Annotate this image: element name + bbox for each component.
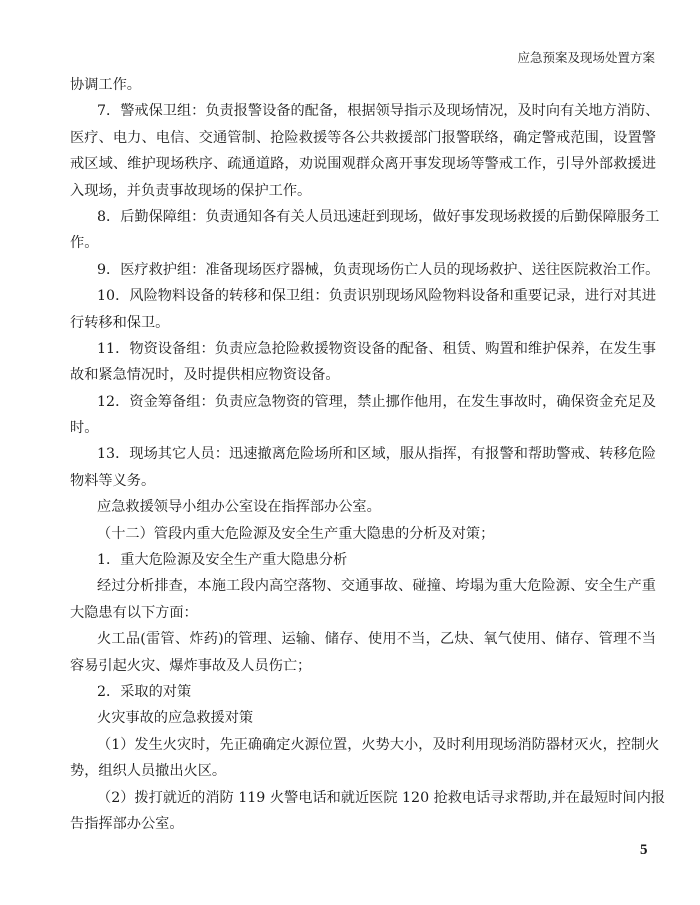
paragraph	[70, 283, 656, 336]
text-line: 应急救援领导小组办公室设在指挥部办公室。	[97, 499, 381, 516]
text-line: 7．警戒保卫组：负责报警设备的配备，根据领导指示及现场情况，及时向有关地方消防、	[97, 103, 660, 120]
paragraph	[70, 441, 656, 494]
paragraph	[70, 679, 656, 705]
text-line: 10．风险物料设备的转移和保卫组：负责识别现场风险物料设备和重要记录，进行对其进	[97, 288, 656, 305]
text-line: 告指挥部办公室。	[70, 815, 184, 832]
paragraph	[70, 389, 656, 442]
text-line: 1．重大危险源及安全生产重大隐患分析	[97, 552, 348, 569]
text-line: 2．采取的对策	[97, 683, 192, 700]
text-line: 火灾事故的应急救援对策	[97, 710, 254, 727]
text-line: （2）拨打就近的消防 119 火警电话和就近医院 120 抢救电话寻求帮助,并在最短时间内报	[97, 789, 666, 806]
text-line: 医疗、电力、电信、交通管制、抢险救援等各公共救援部门报警联络，确定警戒范围，设置警	[70, 129, 656, 146]
text-line: 协调工作。	[70, 77, 141, 93]
text-line: 8．后勤保障组：负责通知各有关人员迅速赶到现场，做好事发现场救援的后勤保障服务工	[97, 208, 660, 225]
text-line: 故和紧急情况时，及时提供相应物资设备。	[70, 367, 340, 384]
text-line: 入现场，并负责事故现场的保护工作。	[70, 182, 312, 199]
paragraph	[70, 705, 656, 731]
text-line: 作。	[70, 235, 99, 252]
page-number: 5	[640, 842, 648, 858]
text-line: 火工品(雷管、炸药)的管理、运输、储存、使用不当，乙炔、氧气使用、储存、管理不当	[97, 631, 656, 648]
paragraph	[70, 785, 666, 838]
text-line: 12．资金筹备组：负责应急物资的管理，禁止挪作他用，在发生事故时，确保资金充足及	[97, 393, 656, 410]
paragraph	[70, 257, 660, 283]
text-line: （十二）管段内重大危险源及安全生产重大隐患的分析及对策；	[97, 525, 495, 542]
paragraph	[70, 732, 660, 785]
document-body	[70, 72, 666, 837]
paragraph	[70, 521, 656, 547]
paragraph	[70, 72, 656, 98]
text-line: （1）发生火灾时，先正确确定火源位置，火势大小，及时利用现场消防器材灭火，控制火	[97, 736, 660, 753]
text-line: 时。	[70, 420, 99, 437]
paragraph	[70, 547, 656, 573]
text-line: 大隐患有以下方面：	[70, 604, 198, 621]
text-line: 容易引起火灾、爆炸事故及人员伤亡；	[70, 657, 312, 674]
text-line: 戒区域、维护现场秩序、疏通道路，劝说围观群众离开事发现场等警戒工作，引导外部救援进	[70, 156, 656, 173]
text-line: 11．物资设备组：负责应急抢险救援物资设备的配备、租赁、购置和维护保养，在发生事	[97, 340, 656, 357]
paragraph	[70, 626, 656, 679]
running-header: 应急预案及现场处置方案	[517, 50, 655, 65]
text-line: 13．现场其它人员：迅速撤离危险场所和区域，服从指挥，有报警和帮助警戒、转移危险	[97, 446, 656, 463]
text-line: 行转移和保卫。	[70, 314, 170, 331]
paragraph	[70, 494, 656, 520]
text-line: 物料等义务。	[70, 472, 156, 489]
paragraph	[70, 336, 656, 389]
text-line: 9．医疗救护组：准备现场医疗器械，负责现场伤亡人员的现场救护、送往医院救治工作。	[97, 261, 660, 278]
paragraph	[70, 573, 656, 626]
text-line: 经过分析排查，本施工段内高空落物、交通事故、碰撞、垮塌为重大危险源、安全生产重	[97, 578, 656, 595]
text-line: 势，组织人员撤出火区。	[70, 763, 227, 780]
paragraph	[70, 98, 660, 204]
paragraph	[70, 204, 660, 257]
